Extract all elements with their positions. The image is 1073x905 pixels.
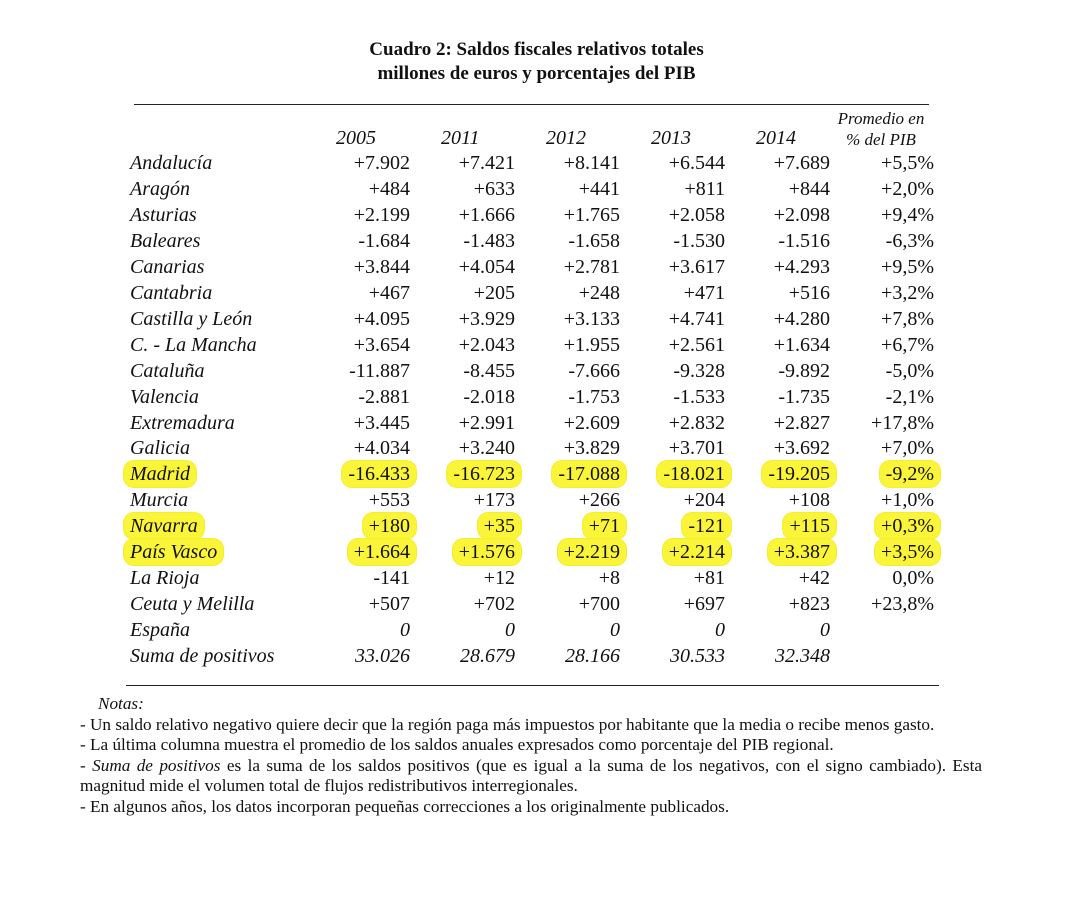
value-cell: +173 xyxy=(473,489,515,512)
value-cell: +3.133 xyxy=(563,307,620,330)
region-label: Extremadura xyxy=(130,411,235,434)
pct-pib-cell: +7,8% xyxy=(881,307,934,330)
region-label: Navarra xyxy=(124,513,204,539)
table-row xyxy=(0,617,1073,643)
value-cell: +4.034 xyxy=(353,437,410,460)
value-cell: -2.018 xyxy=(463,385,515,408)
value-cell: -7.666 xyxy=(568,359,620,382)
region-label: Suma de positivos xyxy=(130,645,275,668)
value-cell: +3.692 xyxy=(773,437,830,460)
title-line-1: Cuadro 2: Saldos fiscales relativos totales xyxy=(369,39,704,60)
value-cell: +3.240 xyxy=(458,437,515,460)
value-cell: +42 xyxy=(798,567,830,590)
value-cell: +12 xyxy=(483,567,515,590)
table-row xyxy=(0,539,1073,565)
value-cell: -2.881 xyxy=(358,385,410,408)
region-label: Galicia xyxy=(130,437,190,460)
value-cell: +71 xyxy=(583,513,626,539)
value-cell: 0 xyxy=(610,619,620,642)
region-label: Aragón xyxy=(130,177,190,200)
pct-pib-cell: +9,5% xyxy=(881,255,934,278)
value-cell: +2.043 xyxy=(458,333,515,356)
value-cell: +3.929 xyxy=(458,307,515,330)
value-cell: +2.219 xyxy=(558,539,626,565)
note-item-3-prefix: - xyxy=(80,755,93,775)
pct-pib-cell: +1,0% xyxy=(881,489,934,512)
year-header-2014: 2014 xyxy=(756,127,796,149)
notes-section xyxy=(80,694,982,818)
value-cell: +3.654 xyxy=(353,333,410,356)
region-label: Cataluña xyxy=(130,359,205,382)
top-rule xyxy=(134,104,929,105)
value-cell: +2.832 xyxy=(668,411,725,434)
table-row xyxy=(0,358,1073,384)
promedio-header xyxy=(826,108,936,150)
pct-pib-cell: -2,1% xyxy=(885,385,934,408)
value-cell: +266 xyxy=(578,489,620,512)
region-label: Andalucía xyxy=(130,152,213,174)
value-cell: -1.658 xyxy=(568,229,620,252)
value-cell: +2.781 xyxy=(563,255,620,278)
value-cell: +700 xyxy=(578,593,620,616)
value-cell: +7.902 xyxy=(353,152,410,174)
note-item-3-italic: Suma de positivos xyxy=(92,755,221,775)
value-cell: +2.098 xyxy=(773,203,830,226)
value-cell: -9.892 xyxy=(778,359,830,382)
region-label: Canarias xyxy=(130,255,205,278)
note-item-2: - La última columna muestra el promedio de los saldos anuales expresados como porcentaje del PIB regional. xyxy=(80,735,834,755)
pct-pib-cell: +3,5% xyxy=(875,539,940,565)
value-cell: +1.955 xyxy=(563,333,620,356)
bottom-rule xyxy=(126,685,939,686)
value-cell: +205 xyxy=(473,281,515,304)
year-header-2005: 2005 xyxy=(336,127,376,149)
value-cell: +2.609 xyxy=(563,411,620,434)
value-cell: 30.533 xyxy=(670,645,725,668)
value-cell: +180 xyxy=(363,513,416,539)
table-row xyxy=(0,176,1073,202)
table-row xyxy=(0,591,1073,617)
table-row xyxy=(0,150,1073,176)
note-item-3 xyxy=(80,756,982,797)
table-row xyxy=(0,202,1073,228)
value-cell: +115 xyxy=(783,513,836,539)
value-cell: -1.483 xyxy=(463,229,515,252)
pct-pib-cell: 0,0% xyxy=(892,567,934,590)
value-cell: +1.664 xyxy=(348,539,416,565)
value-cell: +2.214 xyxy=(663,539,731,565)
region-label: Madrid xyxy=(124,461,196,487)
pct-pib-cell: +3,2% xyxy=(881,281,934,304)
value-cell: 0 xyxy=(400,619,410,642)
note-item-1: - Un saldo relativo negativo quiere decir que la región paga más impuestos por habitante que la media o recibe menos gasto. xyxy=(80,714,935,734)
promedio-header-line-1: Promedio en xyxy=(837,109,925,128)
pct-pib-cell: +5,5% xyxy=(881,152,934,174)
value-cell: +204 xyxy=(683,489,725,512)
table-row xyxy=(0,643,1073,669)
value-cell: +108 xyxy=(788,489,830,512)
value-cell: +3.445 xyxy=(353,411,410,434)
region-label: País Vasco xyxy=(124,539,223,565)
table-row xyxy=(0,306,1073,332)
value-cell: +2.058 xyxy=(668,203,725,226)
region-label: Castilla y León xyxy=(130,307,253,330)
value-cell: +2.199 xyxy=(353,203,410,226)
note-item-3-text: es la suma de los saldos positivos (que es igual a la suma de los negativos, con el signo cambiado). Esta magnitud mide el volumen total de flujos redistributivos interregionales. xyxy=(80,755,982,796)
region-label: C. - La Mancha xyxy=(130,333,257,356)
table-row xyxy=(0,513,1073,539)
region-label: Asturias xyxy=(130,203,197,226)
value-cell: -141 xyxy=(373,567,410,590)
table-title xyxy=(0,38,1073,86)
value-cell: 28.166 xyxy=(565,645,620,668)
value-cell: +4.293 xyxy=(773,255,830,278)
value-cell: +507 xyxy=(368,593,410,616)
value-cell: +471 xyxy=(683,281,725,304)
value-cell: +3.829 xyxy=(563,437,620,460)
value-cell: +844 xyxy=(788,177,830,200)
value-cell: +4.095 xyxy=(353,307,410,330)
table-row xyxy=(0,228,1073,254)
pct-pib-cell: +7,0% xyxy=(881,437,934,460)
value-cell: -16.433 xyxy=(342,461,416,487)
year-header-2011: 2011 xyxy=(441,127,480,149)
value-cell: +8 xyxy=(598,567,620,590)
table-row xyxy=(0,410,1073,436)
pct-pib-cell: +0,3% xyxy=(875,513,940,539)
value-cell: 33.026 xyxy=(355,645,410,668)
region-label: Murcia xyxy=(130,489,189,512)
value-cell: +6.544 xyxy=(668,152,725,174)
table-row xyxy=(0,461,1073,487)
table-row xyxy=(0,254,1073,280)
value-cell: +3.701 xyxy=(668,437,725,460)
promedio-header-line-2: % del PIB xyxy=(846,130,916,149)
value-cell: +633 xyxy=(473,177,515,200)
value-cell: -1.530 xyxy=(673,229,725,252)
value-cell: +823 xyxy=(788,593,830,616)
value-cell: +3.617 xyxy=(668,255,725,278)
table-row xyxy=(0,435,1073,461)
value-cell: +3.844 xyxy=(353,255,410,278)
value-cell: +697 xyxy=(683,593,725,616)
value-cell: +2.991 xyxy=(458,411,515,434)
pct-pib-cell: -9,2% xyxy=(880,461,940,487)
value-cell: +4.280 xyxy=(773,307,830,330)
region-label: España xyxy=(130,619,190,642)
value-cell: -18.021 xyxy=(657,461,731,487)
value-cell: +811 xyxy=(684,177,725,200)
value-cell: -121 xyxy=(682,513,731,539)
value-cell: +441 xyxy=(578,177,620,200)
value-cell: +516 xyxy=(788,281,830,304)
title-line-2: millones de euros y porcentajes del PIB xyxy=(377,63,696,84)
note-item-4: - En algunos años, los datos incorporan pequeñas correcciones a los originalmente publicados. xyxy=(80,796,730,816)
value-cell: +2.827 xyxy=(773,411,830,434)
value-cell: +467 xyxy=(368,281,410,304)
value-cell: +3.387 xyxy=(768,539,836,565)
pct-pib-cell: -6,3% xyxy=(885,229,934,252)
table-row xyxy=(0,487,1073,513)
notes-heading: Notas: xyxy=(98,694,144,713)
region-label: Ceuta y Melilla xyxy=(130,593,255,616)
value-cell: +553 xyxy=(368,489,410,512)
value-cell: -17.088 xyxy=(552,461,626,487)
pct-pib-cell: +9,4% xyxy=(881,203,934,226)
table-row xyxy=(0,280,1073,306)
value-cell: 0 xyxy=(715,619,725,642)
value-cell: +35 xyxy=(478,513,521,539)
pct-pib-cell: +23,8% xyxy=(871,593,934,616)
pct-pib-cell: -5,0% xyxy=(885,359,934,382)
region-label: La Rioja xyxy=(130,567,200,590)
value-cell: +7.421 xyxy=(458,152,515,174)
value-cell: -1.753 xyxy=(568,385,620,408)
value-cell: -16.723 xyxy=(447,461,521,487)
value-cell: +702 xyxy=(473,593,515,616)
pct-pib-cell: +17,8% xyxy=(871,411,934,434)
value-cell: +8.141 xyxy=(563,152,620,174)
value-cell: +7.689 xyxy=(773,152,830,174)
value-cell: -8.455 xyxy=(463,359,515,382)
pct-pib-cell: +6,7% xyxy=(881,333,934,356)
value-cell: -1.516 xyxy=(778,229,830,252)
table-row xyxy=(0,332,1073,358)
region-label: Cantabria xyxy=(130,281,213,304)
value-cell: +1.765 xyxy=(563,203,620,226)
year-header-2012: 2012 xyxy=(546,127,586,149)
value-cell: -1.735 xyxy=(778,385,830,408)
value-cell: +2.561 xyxy=(668,333,725,356)
value-cell: -1.684 xyxy=(358,229,410,252)
value-cell: +4.741 xyxy=(668,307,725,330)
table-row xyxy=(0,384,1073,410)
value-cell: +1.666 xyxy=(458,203,515,226)
value-cell: 28.679 xyxy=(460,645,515,668)
value-cell: -9.328 xyxy=(673,359,725,382)
value-cell: +4.054 xyxy=(458,255,515,278)
value-cell: -19.205 xyxy=(762,461,836,487)
value-cell: 32.348 xyxy=(775,645,830,668)
value-cell: +484 xyxy=(368,177,410,200)
value-cell: -11.887 xyxy=(349,359,410,382)
table-row xyxy=(0,565,1073,591)
value-cell: +248 xyxy=(578,281,620,304)
value-cell: 0 xyxy=(505,619,515,642)
value-cell: +81 xyxy=(693,567,725,590)
value-cell: 0 xyxy=(820,619,830,642)
pct-pib-cell: +2,0% xyxy=(881,177,934,200)
region-label: Valencia xyxy=(130,385,199,408)
value-cell: +1.576 xyxy=(453,539,521,565)
year-header-2013: 2013 xyxy=(651,127,691,149)
value-cell: +1.634 xyxy=(773,333,830,356)
value-cell: -1.533 xyxy=(673,385,725,408)
region-label: Baleares xyxy=(130,229,201,252)
